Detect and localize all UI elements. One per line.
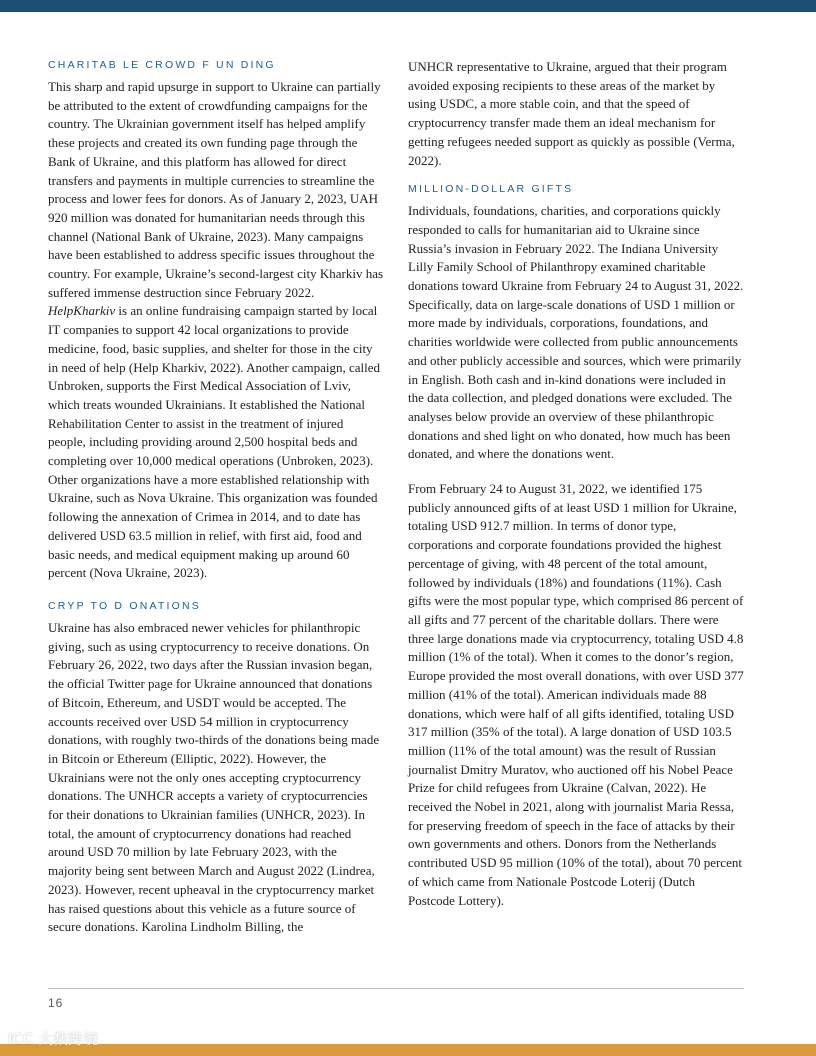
- section-heading-crypto: CRYP TO D ONATIONS: [48, 599, 201, 612]
- section-heading-crowdfunding: CHARITAB LE CROWD F UN DING: [48, 59, 276, 71]
- crowdfunding-text-part2: is an online fundraising campaign started by local IT companies to support 42 local organizations to provide medicine, food, basic supplies, and shelter for those in the city in need of help (Help Kharkiv, 2022). Another campaign, called Unbroken, supports the First Medical Association of Lviv, which treats wounded Ukrainians. It established the National Rehabilitation Center to assist in the treatment of injured people, including providing around 2,500 hospital beds and completing over 10,000 medical operations (Unbroken, 2023). Other organizations have a more established relationship with Ukraine, such as Nova Ukraine. This organization was founded following the annexation of Crimea in 2014, and to date has delivered USD 63.5 million in relief, with first aid, food and basic needs, and medical equipment making up around 60 percent (Nova Ukraine, 2023).: [48, 303, 380, 581]
- crypto-paragraph: Ukraine has also embraced newer vehicles for philanthropic giving, such as using cryptocurrency to receive donations. On February 26, 2022, two days after the Russian invasion began, the official Twitter page for Ukraine announced that donations of Bitcoin, Ethereum, and USDT would be accepted. The accounts received over USD 54 million in cryptocurrency donations, with roughly two-thirds of the donations being made in Bitcoin or Ethereum (Elliptic, 2022). However, the Ukrainians were not the only ones accepting cryptocurrency donations. The UNHCR accepts a variety of cryptocurrencies for their donations to Ukrainian families (UNHCR, 2023). In total, the amount of cryptocurrency donations had reached around USD 70 million by late February 2023, with the majority being sent between March and August 2022 (Lindrea, 2023). However, recent upheaval in the cryptocurrency market has raised questions about this vehicle as a future source of secure donations. Karolina Lindholm Billing, the: [48, 619, 380, 935]
- million-gifts-paragraph-2: From February 24 to August 31, 2022, we identified 175 publicly announced gifts of at least USD 1 million for Ukraine, totaling USD 912.7 million. In terms of donor type, corporations and corporate foundations provided the highest percentage of giving, with 48 percent of the total amount, followed by individuals (18%) and foundations (11%). Cash gifts were the most popular type, which comprised 86 percent of all gifts and 77 percent of the charitable dollars. There were three large donations made via cryptocurrency, totaling USD 4.8 million (1% of the total). When it comes to the donor’s region, Europe provided the most overall donations, with over USD 377 million (41% of the total). American individuals made 88 donations, which were half of all gifts identified, totaling USD 317 million (35% of the total). A large donation of USD 103.5 million (11% of the total amount) was the result of Russian journalist Dmitry Muratov, who auctioned off his Nobel Peace Prize for child refugees from Ukraine (Calvan, 2022). He received the Nobel in 2021, along with journalist Maria Ressa, for preserving freedom of speech in the face of attacks by their own governments and others. Donors from the Netherlands contributed USD 95 million (10% of the total), about 70 percent of which came from Nationale Postcode Loterij (Dutch Postcode Lottery).: [408, 481, 744, 908]
- top-color-bar: [0, 0, 816, 12]
- crowdfunding-text-part1: This sharp and rapid upsurge in support to Ukraine can partially be attributed to the extent of crowdfunding campaigns for the country. The Ukrainian government itself has helped amplify these projects and created its own funding page through the Bank of Ukraine, and this platform has allowed for direct transfers and payments in multiple currencies to streamline the process and lower fees for donors. As of January 2, 2023, UAH 920 million was donated for humanitarian needs through this channel (National Bank of Ukraine, 2023). Many campaigns have been established to address specific issues throughout the country. For example, Ukraine’s second-largest city Kharkiv has suffered immense destruction since February 2022.: [48, 79, 384, 300]
- page-number: 16: [48, 996, 64, 1010]
- crypto-continuation-paragraph: UNHCR representative to Ukraine, argued that their program avoided exposing recipients to these areas of the market by using USDC, a more stable coin, and that the speed of cryptocurrency transfer made them an ideal mechanism for getting refugees needed support as quickly as possible (Verma, 2022).: [408, 59, 735, 168]
- right-column: [408, 58, 744, 926]
- million-gifts-paragraph-1: Individuals, foundations, charities, and corporations quickly responded to calls for humanitarian aid to Ukraine since Russia’s invasion in February 2022. The Indiana University Lilly Family School of Philanthropy examined charitable donations toward Ukraine from February 24 to August 31, 2022. Specifically, data on large-scale donations of USD 1 million or more made by individuals, corporations, foundations, and charities worldwide were collected from public announcements and other publicly accessible and sources, which were primarily in English. Both cash and in-kind donations were included in the data collection, and pledged donations were excluded. The analyses below provide an overview of these philanthropic donations and shed light on who donated, how much has been donated, and where the donations went.: [408, 203, 744, 462]
- bottom-color-bar: [0, 1044, 816, 1056]
- footer-divider: [48, 988, 744, 989]
- helpkharkiv-italic: HelpKharkiv: [48, 303, 116, 319]
- crowdfunding-paragraph: [48, 78, 384, 583]
- section-heading-million-dollar-gifts: MILLION-DOLLAR GIFTS: [408, 183, 574, 196]
- left-column: [48, 58, 384, 953]
- watermark-logo: ICC 大数跨境: [8, 1030, 99, 1048]
